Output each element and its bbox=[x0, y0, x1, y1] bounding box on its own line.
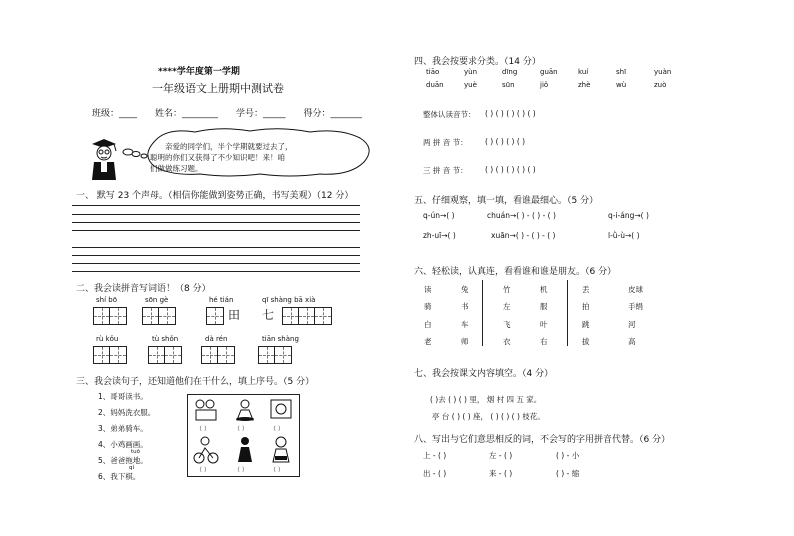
q2-pinyin-2: sōn gè bbox=[145, 296, 169, 304]
pinyin-word: jiǒ bbox=[540, 81, 549, 89]
match-word[interactable]: 右 bbox=[540, 337, 548, 346]
ruby-qi: qí bbox=[129, 465, 135, 471]
bike-picture-icon bbox=[192, 436, 220, 464]
q3-sentence-4: 4、小鸡画画。 bbox=[98, 440, 148, 449]
match-word[interactable]: 车 bbox=[461, 320, 469, 329]
q4-pinyin-row-1 bbox=[426, 68, 692, 76]
name-field[interactable]: 姓名：________ bbox=[155, 109, 219, 119]
category-label-three: 三 拼 音 节： bbox=[423, 166, 468, 175]
q5-item-2[interactable]: chuán→( ) - ( ) - ( ) bbox=[487, 211, 556, 220]
category-blanks-three[interactable]: ( ) ( ) ( ) ( ) ( ) bbox=[485, 165, 536, 174]
match-word[interactable]: 服 bbox=[540, 302, 548, 311]
category-blanks-two[interactable]: ( ) ( ) ( ) ( ) bbox=[485, 137, 526, 146]
match-word[interactable]: 书 bbox=[461, 302, 469, 311]
school-year-heading: ****学年度第一学期 bbox=[158, 67, 240, 77]
match-word[interactable]: 竹 bbox=[503, 285, 511, 294]
pinyin-word: kuí bbox=[578, 68, 589, 76]
q2-pinyin-5: rù kǒu bbox=[96, 335, 119, 343]
pinyin-word: dīng bbox=[502, 68, 518, 76]
student-info-row bbox=[92, 106, 362, 119]
q2-pinyin-3: hé tián bbox=[209, 296, 234, 304]
q4-title: 四、我会按要求分类。（14 分） bbox=[414, 57, 541, 67]
pinyin-word: duān bbox=[426, 81, 444, 89]
q2-pinyin-8: tiān shàng bbox=[262, 335, 299, 343]
pinyin-word: sūn bbox=[502, 81, 515, 89]
q6-title: 六、轻松读，认真连，看看谁和谁是朋友。（6 分） bbox=[414, 267, 617, 277]
q5-item-3[interactable]: q-i-áng→( ) bbox=[608, 211, 649, 220]
match-word[interactable]: 兔 bbox=[461, 285, 469, 294]
pinyin-word: yùn bbox=[464, 68, 478, 76]
char-grid[interactable] bbox=[142, 307, 176, 325]
q5-item-5[interactable]: xuān→( ) - ( ) - ( ) bbox=[491, 231, 556, 240]
match-word[interactable]: 拔 bbox=[582, 337, 590, 346]
antonym-item[interactable]: 上 - ( ) bbox=[423, 451, 447, 460]
chess-picture-icon bbox=[268, 436, 294, 464]
q1-title: 一、 默写 23 个声母。（相信你能做到姿势正确，书写美观）（12 分） bbox=[76, 191, 354, 201]
poem-line-2[interactable]: 亭 台 ( ) ( ) 座， ( ) ( ) ( ) 枝花。 bbox=[432, 412, 545, 421]
picture-blank-1[interactable]: （ ） bbox=[196, 426, 210, 433]
char-grid[interactable] bbox=[93, 307, 127, 325]
class-field[interactable]: 班级：____ bbox=[92, 109, 138, 119]
pinyin-word: yuàn bbox=[654, 68, 672, 76]
given-char-tian: 田 bbox=[228, 308, 241, 322]
antonym-item[interactable]: ( ) - 小 bbox=[556, 451, 580, 460]
match-word[interactable]: 骑 bbox=[424, 302, 432, 311]
char-grid[interactable] bbox=[258, 346, 292, 364]
category-label-whole: 整体认读音节： bbox=[423, 110, 476, 119]
score-field[interactable]: 得分：_______ bbox=[303, 109, 363, 119]
ruby-tuo: tuō bbox=[131, 449, 141, 455]
picture-blank-4[interactable]: （ ） bbox=[196, 467, 210, 474]
antonym-item[interactable]: 来 - ( ) bbox=[489, 469, 513, 478]
pinyin-word: shī bbox=[616, 68, 627, 76]
picture-blank-3[interactable]: （ ） bbox=[270, 426, 284, 433]
match-word[interactable]: 手绢 bbox=[628, 302, 643, 311]
char-grid[interactable] bbox=[201, 346, 235, 364]
q2-pinyin-1: shí bō bbox=[96, 296, 117, 304]
student-number-field[interactable]: 学号：_____ bbox=[236, 109, 286, 119]
laundry-picture-icon bbox=[232, 398, 258, 422]
q3-sentence-3: 3、弟弟骑车。 bbox=[98, 424, 148, 433]
antonym-item[interactable]: 出 - ( ) bbox=[423, 469, 447, 478]
match-word[interactable]: 师 bbox=[461, 337, 469, 346]
q5-title: 五、仔细观察，填一填，看谁最细心。（5 分） bbox=[414, 196, 599, 206]
pinyin-word: guān bbox=[540, 68, 558, 76]
q4-pinyin-row-2 bbox=[426, 81, 692, 89]
q3-title: 三、我会读句子，还知道他们在干什么，填上序号。（5 分） bbox=[76, 377, 315, 387]
q7-title: 七、我会按课文内容填空。（4 分） bbox=[414, 369, 554, 379]
reading-picture-icon bbox=[192, 398, 220, 422]
q5-item-4[interactable]: zh-uī→( ) bbox=[423, 231, 456, 240]
match-word[interactable]: 丢 bbox=[582, 285, 590, 294]
picture-blank-5[interactable]: （ ） bbox=[234, 467, 248, 474]
char-grid[interactable] bbox=[282, 307, 332, 325]
antonym-item[interactable]: 左 - ( ) bbox=[489, 451, 513, 460]
q5-item-6[interactable]: l-ǜ-ù→( ) bbox=[608, 231, 640, 240]
exam-title: 一年级语文上册期中测试卷 bbox=[152, 82, 284, 95]
match-word[interactable]: 飞 bbox=[503, 320, 511, 329]
speech-line-1: 亲爱的同学们，半个学期就要过去了， bbox=[165, 142, 293, 151]
match-word[interactable]: 白 bbox=[424, 320, 432, 329]
poem-line-1[interactable]: ( )去 ( ) ( ) 里， 烟 村 四 五 家。 bbox=[430, 395, 542, 404]
speech-line-2: 聪明的你们又获得了不少知识吧！来！咱 bbox=[150, 153, 285, 162]
q3-sentence-2: 2、妈妈洗衣服。 bbox=[98, 408, 156, 417]
speech-line-3: 们做做练习题。 bbox=[150, 164, 203, 173]
q2-pinyin-4: qī shàng bā xià bbox=[262, 296, 316, 304]
match-word[interactable]: 皮球 bbox=[628, 285, 643, 294]
match-word[interactable]: 跳 bbox=[582, 320, 590, 329]
match-word[interactable]: 机 bbox=[540, 285, 548, 294]
char-grid[interactable] bbox=[148, 346, 182, 364]
q3-sentence-1: 1、哥哥读书。 bbox=[98, 392, 148, 401]
match-word[interactable]: 读 bbox=[424, 285, 432, 294]
given-char-qi: 七 bbox=[262, 308, 275, 322]
picture-blank-6[interactable]: （ ） bbox=[270, 467, 284, 474]
char-grid[interactable] bbox=[93, 346, 127, 364]
q2-title: 二、我会读拼音写词语！（8 分） bbox=[76, 284, 211, 294]
pinyin-word: wù bbox=[616, 81, 627, 89]
match-word[interactable]: 衣 bbox=[503, 337, 511, 346]
match-word[interactable]: 叶 bbox=[540, 320, 548, 329]
pinyin-word: zuò bbox=[654, 81, 667, 89]
match-word[interactable]: 河 bbox=[628, 320, 636, 329]
antonym-item[interactable]: ( ) - 缩 bbox=[556, 469, 580, 478]
drawing-picture-icon bbox=[268, 398, 294, 422]
match-word[interactable]: 老 bbox=[424, 337, 432, 346]
q2-pinyin-7: dà rén bbox=[205, 335, 228, 343]
match-word[interactable]: 左 bbox=[503, 302, 511, 311]
pinyin-word: yuè bbox=[464, 81, 477, 89]
char-grid[interactable] bbox=[206, 307, 224, 325]
q2-pinyin-6: tù shǒn bbox=[152, 335, 179, 343]
category-label-two: 两 拼 音 节： bbox=[423, 138, 468, 147]
q3-sentence-5: 5、爸爸拖地。 bbox=[98, 456, 148, 465]
q5-item-1[interactable]: q-ún→( ) bbox=[423, 211, 455, 220]
category-blanks-whole[interactable]: ( ) ( ) ( ) ( ) ( ) bbox=[485, 109, 536, 118]
pinyin-word: zhè bbox=[578, 81, 591, 89]
mopping-picture-icon bbox=[232, 436, 258, 464]
q8-title: 八、写出与它们意思相反的词，不会写的字用拼音代替。（6 分） bbox=[414, 435, 671, 445]
match-word[interactable]: 拍 bbox=[582, 302, 590, 311]
picture-blank-2[interactable]: （ ） bbox=[234, 426, 248, 433]
match-word[interactable]: 高 bbox=[628, 337, 636, 346]
q3-sentence-6: 6、我下棋。 bbox=[98, 472, 141, 481]
pinyin-word: tiāo bbox=[426, 68, 440, 76]
